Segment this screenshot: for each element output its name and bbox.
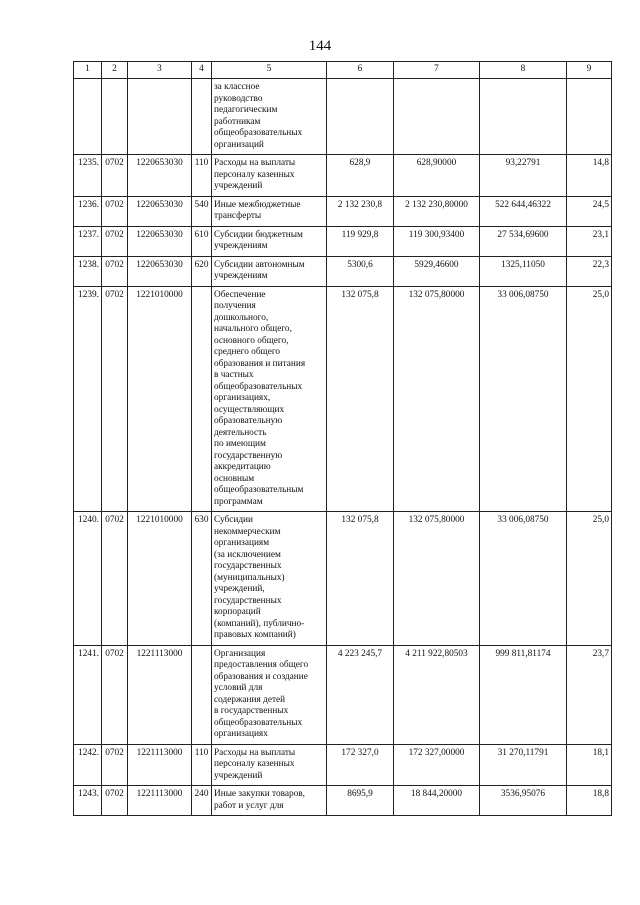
actual-amount-cell: 3536,95076 <box>480 786 567 816</box>
item-name-cell: Субсидии некоммерческим организациям (за исключением государственных (муниципальных) учреждений, государственных корпораций (компаний), публично- правовых компаний) <box>212 512 327 646</box>
plan-amount-cell: 172 327,0 <box>327 744 394 786</box>
budget-table <box>73 61 612 816</box>
actual-amount-cell: 33 006,08750 <box>480 512 567 646</box>
execution-percent-cell: 18,1 <box>567 744 612 786</box>
section-code-cell: 0702 <box>102 256 128 286</box>
expense-type-cell: 240 <box>192 786 212 816</box>
execution-percent-cell: 24,5 <box>567 196 612 226</box>
row-number-cell: 1237. <box>74 226 102 256</box>
table-row <box>74 79 612 155</box>
table-row <box>74 196 612 226</box>
section-code-cell <box>102 79 128 155</box>
row-number-cell: 1239. <box>74 286 102 512</box>
item-name-cell: за классное руководство педагогическим работникам общеобразовательных организаций <box>212 79 327 155</box>
section-code-cell: 0702 <box>102 226 128 256</box>
target-article-cell: 1220653030 <box>128 256 192 286</box>
item-name-cell: Организация предоставления общего образования и создание условий для содержания детей в государственных общеобразовательных организациях <box>212 645 327 744</box>
item-name-cell: Субсидии автономным учреждениям <box>212 256 327 286</box>
execution-percent-cell: 23,1 <box>567 226 612 256</box>
section-code-cell: 0702 <box>102 786 128 816</box>
item-name-cell: Иные межбюджетные трансферты <box>212 196 327 226</box>
section-code-cell: 0702 <box>102 744 128 786</box>
column-header: 4 <box>192 62 212 79</box>
item-name-cell: Расходы на выплаты персоналу казенных учреждений <box>212 155 327 197</box>
execution-percent-cell: 22,3 <box>567 256 612 286</box>
target-article-cell: 1221113000 <box>128 645 192 744</box>
column-header: 9 <box>567 62 612 79</box>
plan-amount-cell <box>327 79 394 155</box>
row-number-cell: 1240. <box>74 512 102 646</box>
row-number-cell: 1238. <box>74 256 102 286</box>
expense-type-cell <box>192 645 212 744</box>
target-article-cell: 1220653030 <box>128 155 192 197</box>
revised-amount-cell: 2 132 230,80000 <box>394 196 480 226</box>
table-row <box>74 256 612 286</box>
item-name-cell: Обеспечение получения дошкольного, начального общего, основного общего, среднего общего образования и питания в частных общеобразовательных организациях, осуществляющих образовательную деятельность по имеющим государственную аккредитацию основным общеобразовательным программам <box>212 286 327 512</box>
row-number-cell: 1235. <box>74 155 102 197</box>
expense-type-cell: 630 <box>192 512 212 646</box>
column-header: 5 <box>212 62 327 79</box>
column-header: 2 <box>102 62 128 79</box>
table-row <box>74 512 612 646</box>
actual-amount-cell: 999 811,81174 <box>480 645 567 744</box>
expense-type-cell: 610 <box>192 226 212 256</box>
table-row <box>74 744 612 786</box>
plan-amount-cell: 119 929,8 <box>327 226 394 256</box>
target-article-cell: 1221010000 <box>128 512 192 646</box>
actual-amount-cell <box>480 79 567 155</box>
target-article-cell: 1221113000 <box>128 744 192 786</box>
expense-type-cell: 110 <box>192 744 212 786</box>
execution-percent-cell: 25,0 <box>567 286 612 512</box>
plan-amount-cell: 5300,6 <box>327 256 394 286</box>
plan-amount-cell: 628,9 <box>327 155 394 197</box>
column-header: 1 <box>74 62 102 79</box>
plan-amount-cell: 2 132 230,8 <box>327 196 394 226</box>
revised-amount-cell: 628,90000 <box>394 155 480 197</box>
column-header: 7 <box>394 62 480 79</box>
expense-type-cell <box>192 79 212 155</box>
revised-amount-cell: 132 075,80000 <box>394 512 480 646</box>
actual-amount-cell: 27 534,69600 <box>480 226 567 256</box>
actual-amount-cell: 31 270,11791 <box>480 744 567 786</box>
table-row <box>74 286 612 512</box>
column-header: 6 <box>327 62 394 79</box>
target-article-cell <box>128 79 192 155</box>
header-row <box>74 62 612 79</box>
revised-amount-cell: 5929,46600 <box>394 256 480 286</box>
section-code-cell: 0702 <box>102 645 128 744</box>
actual-amount-cell: 93,22791 <box>480 155 567 197</box>
actual-amount-cell: 522 644,46322 <box>480 196 567 226</box>
item-name-cell: Иные закупки товаров, работ и услуг для <box>212 786 327 816</box>
expense-type-cell: 540 <box>192 196 212 226</box>
target-article-cell: 1220653030 <box>128 226 192 256</box>
item-name-cell: Субсидии бюджетным учреждениям <box>212 226 327 256</box>
row-number-cell: 1236. <box>74 196 102 226</box>
row-number-cell: 1242. <box>74 744 102 786</box>
plan-amount-cell: 132 075,8 <box>327 286 394 512</box>
section-code-cell: 0702 <box>102 196 128 226</box>
revised-amount-cell: 119 300,93400 <box>394 226 480 256</box>
plan-amount-cell: 8695,9 <box>327 786 394 816</box>
revised-amount-cell: 172 327,00000 <box>394 744 480 786</box>
execution-percent-cell <box>567 79 612 155</box>
execution-percent-cell: 18,8 <box>567 786 612 816</box>
target-article-cell: 1221010000 <box>128 286 192 512</box>
execution-percent-cell: 25,0 <box>567 512 612 646</box>
expense-type-cell: 620 <box>192 256 212 286</box>
item-name-cell: Расходы на выплаты персоналу казенных учреждений <box>212 744 327 786</box>
section-code-cell: 0702 <box>102 155 128 197</box>
column-header: 8 <box>480 62 567 79</box>
plan-amount-cell: 132 075,8 <box>327 512 394 646</box>
execution-percent-cell: 23,7 <box>567 645 612 744</box>
column-header: 3 <box>128 62 192 79</box>
actual-amount-cell: 33 006,08750 <box>480 286 567 512</box>
revised-amount-cell: 132 075,80000 <box>394 286 480 512</box>
table-row <box>74 155 612 197</box>
table-row <box>74 645 612 744</box>
row-number-cell <box>74 79 102 155</box>
revised-amount-cell: 4 211 922,80503 <box>394 645 480 744</box>
revised-amount-cell <box>394 79 480 155</box>
revised-amount-cell: 18 844,20000 <box>394 786 480 816</box>
table-row <box>74 786 612 816</box>
actual-amount-cell: 1325,11050 <box>480 256 567 286</box>
execution-percent-cell: 14,8 <box>567 155 612 197</box>
row-number-cell: 1243. <box>74 786 102 816</box>
target-article-cell: 1220653030 <box>128 196 192 226</box>
expense-type-cell <box>192 286 212 512</box>
table-row <box>74 226 612 256</box>
expense-type-cell: 110 <box>192 155 212 197</box>
section-code-cell: 0702 <box>102 286 128 512</box>
plan-amount-cell: 4 223 245,7 <box>327 645 394 744</box>
page-number: 144 <box>308 38 332 54</box>
target-article-cell: 1221113000 <box>128 786 192 816</box>
row-number-cell: 1241. <box>74 645 102 744</box>
section-code-cell: 0702 <box>102 512 128 646</box>
